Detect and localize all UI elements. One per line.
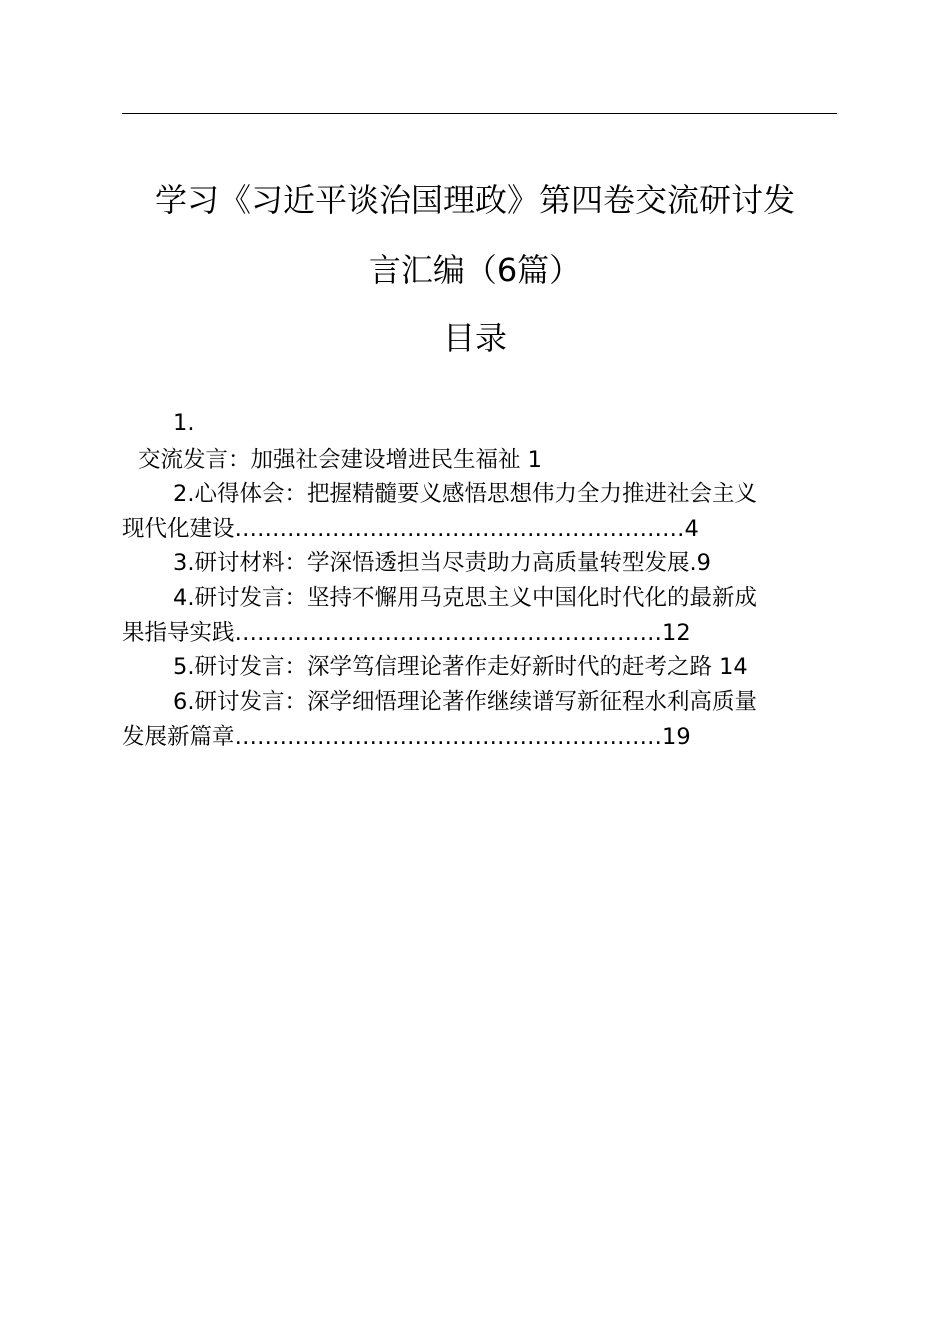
toc-entry-1-line-1: 交流发言：加强社会建设增进民生福祉 1 [138, 447, 542, 473]
toc-entry-6-line-2: 发展新篇章…………………………………………………19 [122, 724, 691, 750]
toc-entry-4-line-2: 果指导实践…………………………………………………12 [122, 620, 691, 646]
toc-entry-4-line-1: 4.研讨发言：坚持不懈用马克思主义中国化时代化的最新成 [173, 585, 757, 611]
toc-entry-3-line-1: 3.研讨材料：学深悟透担当尽责助力高质量转型发展.9 [173, 550, 711, 576]
header-rule [122, 113, 837, 114]
toc-entry-2-line-1: 2.心得体会：把握精髓要义感悟思想伟力全力推进社会主义 [173, 481, 757, 507]
toc-entry-2-line-2: 现代化建设……………………………………………………4 [122, 516, 699, 542]
document-title-line-2: 言汇编（6篇） [368, 251, 582, 289]
toc-heading: 目录 [442, 319, 507, 357]
toc-entry-6-line-1: 6.研讨发言：深学细悟理论著作继续谱写新征程水利高质量 [173, 689, 757, 715]
toc-entry-1-number: 1. [173, 410, 195, 436]
toc-entry-5-line-1: 5.研讨发言：深学笃信理论著作走好新时代的赶考之路 14 [173, 654, 748, 680]
document-title-line-1: 学习《习近平谈治国理政》第四卷交流研讨发 [154, 181, 795, 219]
